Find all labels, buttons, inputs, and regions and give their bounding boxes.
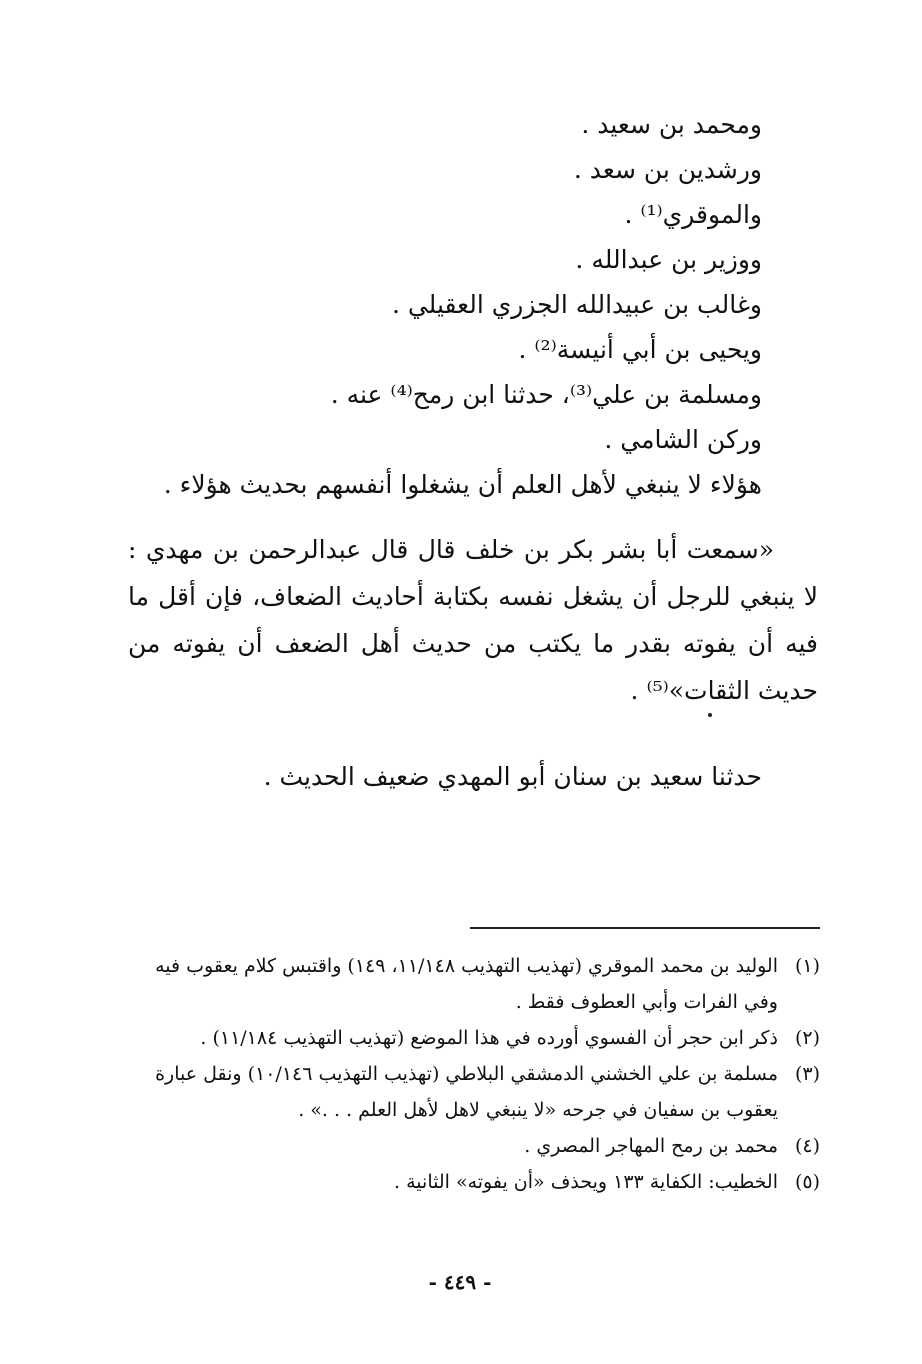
footnote-text: الخطيب: الكفاية ١٣٣ ويحذف «أن يفوته» الثانية .	[394, 1171, 778, 1193]
footnote-number: (٥)	[794, 1171, 820, 1193]
footnote-text: محمد بن رمح المهاجر المصري .	[524, 1135, 778, 1157]
footnote-text: الوليد بن محمد الموقري (تهذيب التهذيب ١١/١٤٨، ١٤٩) واقتبس كلام يعقوب فيه وفي الفرات وأبي العطوف فقط .	[155, 955, 778, 1013]
narrator-line: والموقري⁽¹⁾ .	[624, 200, 762, 229]
footnote-text: ذكر ابن حجر أن الفسوي أورده في هذا الموضع (تهذيب التهذيب ١١/١٨٤) .	[200, 1027, 778, 1049]
footnote-text: مسلمة بن علي الخشني الدمشقي البلاطي (تهذيب التهذيب ١٠/١٤٦) ونقل عبارة يعقوب بن سفيان في جرحه «لا ينبغي لاهل لأهل العلم . . .» .	[155, 1063, 778, 1121]
narrator-line: ومسلمة بن علي⁽³⁾، حدثنا ابن رمح⁽⁴⁾ عنه .	[330, 380, 762, 409]
stray-dot	[708, 713, 712, 717]
footnote-item	[120, 1020, 820, 1056]
footnote-number: (٤)	[794, 1135, 820, 1157]
footnote-number: (٢)	[794, 1027, 820, 1049]
narrator-summary-line: هؤلاء لا ينبغي لأهل العلم أن يشغلوا أنفسهم بحديث هؤلاء .	[163, 470, 762, 499]
quote-paragraph: «سمعت أبا بشر بكر بن خلف قال قال عبدالرحمن بن مهدي : لا ينبغي للرجل أن يشغل نفسه بكتابة أحاديث الضعاف، فإن أقل ما فيه أن يفوته بقدر ما يكتب من حديث أهل الضعف أن يفوته من حديث الثقات»⁽⁵⁾ .	[128, 535, 818, 705]
final-narration-line: حدثنا سعيد بن سنان أبو المهدي ضعيف الحديث .	[263, 762, 762, 791]
narrator-line: وغالب بن عبيدالله الجزري العقيلي .	[391, 290, 762, 319]
narrator-line: ووزير بن عبدالله .	[575, 245, 762, 274]
page-number: - ٤٤٩ -	[428, 1270, 492, 1294]
narrator-line: ومحمد بن سعيد .	[581, 110, 762, 139]
footnote-number: (١)	[794, 955, 820, 977]
footnote-number: (٣)	[794, 1063, 820, 1085]
footnote-item	[120, 948, 820, 1020]
narrator-line: وركن الشامي .	[604, 425, 762, 454]
footnote-item	[120, 1056, 820, 1128]
footnotes	[120, 948, 820, 1200]
narrator-list	[122, 102, 762, 507]
narrator-line: ويحيى بن أبي أنيسة⁽²⁾ .	[518, 335, 762, 364]
footnote-item	[120, 1128, 820, 1164]
narrator-line: ورشدين بن سعد .	[573, 155, 762, 184]
footnote-item	[120, 1164, 820, 1200]
footnote-divider	[470, 927, 820, 929]
